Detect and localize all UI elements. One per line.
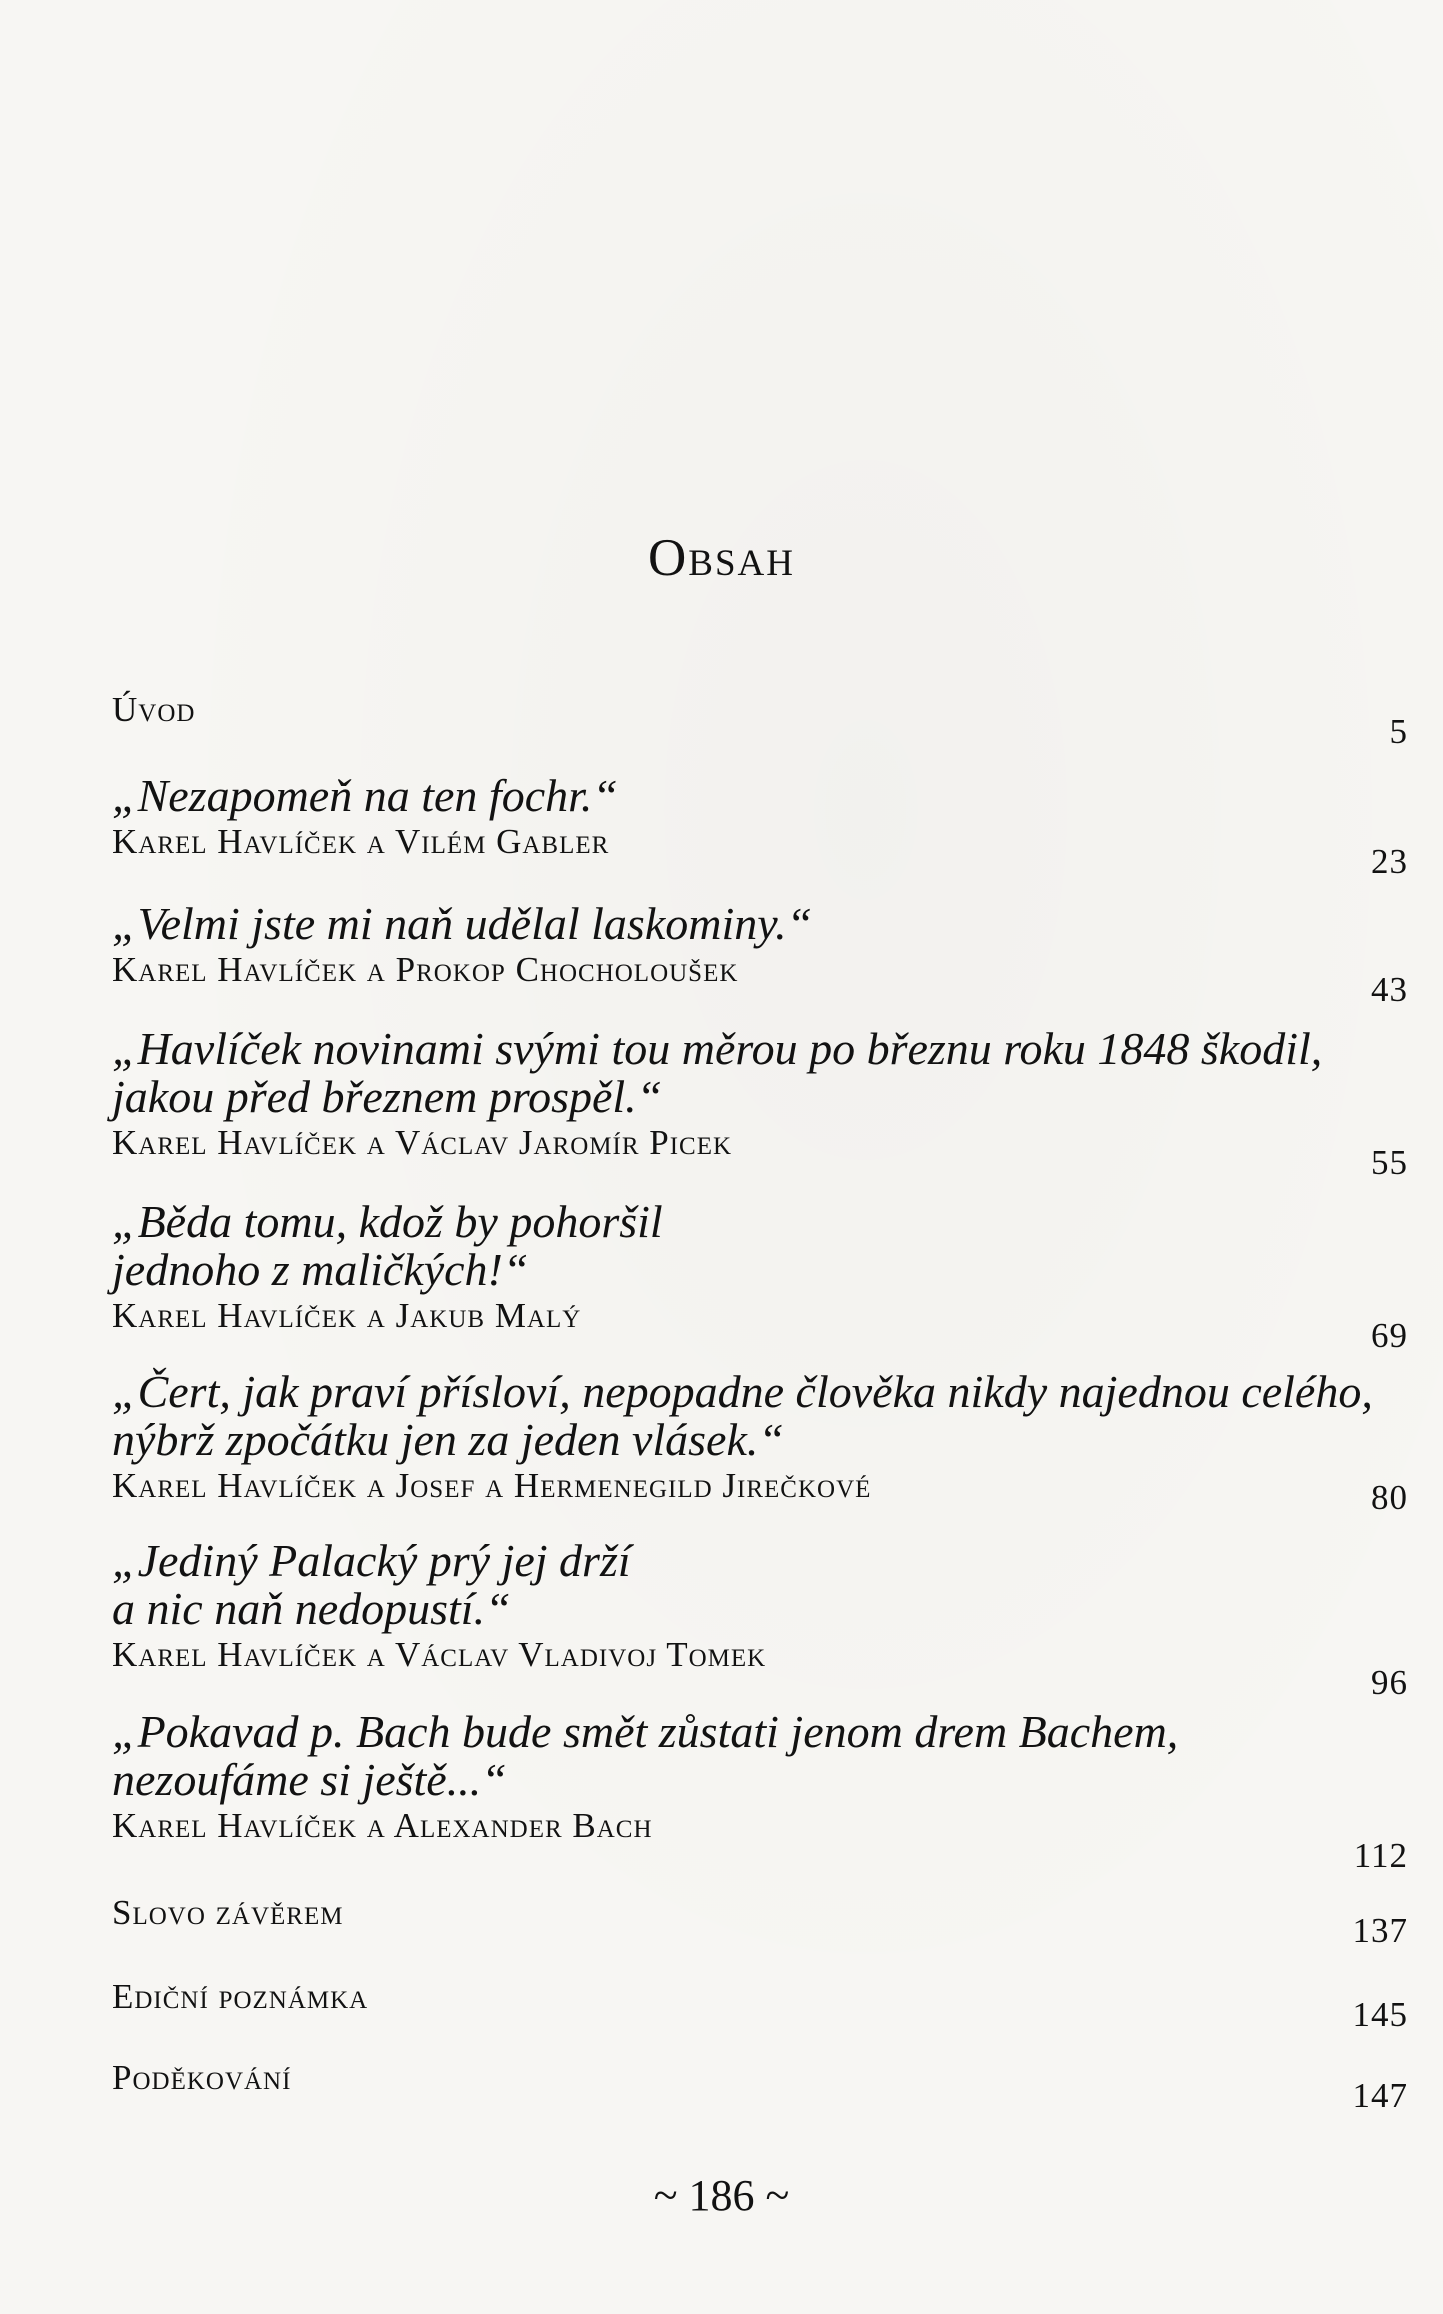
toc-quote: „Velmi jste mi naň udělal laskominy.“ bbox=[112, 898, 813, 949]
toc-author: Karel Havlíček a Vilém Gabler bbox=[112, 822, 610, 861]
toc-quote-line: „Pokavad p. Bach bude smět zůstati jenom drem Bachem, bbox=[112, 1706, 1179, 1757]
page-number-footer: ~ 186 ~ bbox=[653, 2171, 790, 2220]
toc-author: Karel Havlíček a Jakub Malý bbox=[112, 1296, 582, 1335]
toc-quote-line: „Čert, jak praví přísloví, nepopadne člověka nikdy najednou celého, bbox=[112, 1366, 1373, 1417]
toc-entry-maly[interactable] bbox=[112, 1196, 1408, 1355]
toc-section-title: Ediční poznámka bbox=[112, 1977, 369, 2016]
toc-quote-line: „Havlíček novinami svými tou měrou po březnu roku 1848 škodil, bbox=[112, 1023, 1323, 1074]
toc-quote: „Nezapomeň na ten fochr.“ bbox=[112, 770, 618, 821]
page-title: Obsah bbox=[648, 529, 795, 587]
toc-entry-gabler[interactable] bbox=[112, 770, 1408, 881]
toc-author: Karel Havlíček a Václav Jaromír Picek bbox=[112, 1123, 733, 1162]
toc-page-number: 137 bbox=[1352, 1911, 1408, 1950]
toc-page-number: 55 bbox=[1371, 1143, 1408, 1182]
toc-author: Karel Havlíček a Alexander Bach bbox=[112, 1806, 653, 1845]
toc-entry-chocholousek[interactable] bbox=[112, 898, 1408, 1009]
toc-entry-bach[interactable] bbox=[112, 1706, 1408, 1875]
toc-author: Karel Havlíček a Josef a Hermenegild Jirečkové bbox=[112, 1466, 872, 1505]
toc-entry-intro[interactable] bbox=[112, 690, 1408, 751]
toc-page-number: 96 bbox=[1371, 1663, 1408, 1702]
toc-entry-editorial-note[interactable] bbox=[112, 1977, 1408, 2034]
toc-quote-line: „Běda tomu, kdož by pohoršil bbox=[112, 1196, 663, 1247]
toc-entry-acknowledgements[interactable] bbox=[112, 2058, 1408, 2115]
toc-page-number: 5 bbox=[1389, 712, 1408, 751]
toc-page-number: 43 bbox=[1371, 970, 1408, 1009]
toc-quote-line: nýbrž zpočátku jen za jeden vlásek.“ bbox=[112, 1414, 784, 1465]
toc-quote-line: jednoho z maličkých!“ bbox=[112, 1244, 529, 1295]
toc-page-number: 112 bbox=[1353, 1836, 1408, 1875]
toc-entry-picek[interactable] bbox=[112, 1023, 1408, 1182]
toc-author: Karel Havlíček a Prokop Chocholoušek bbox=[112, 950, 739, 989]
toc-entry-jireckove[interactable] bbox=[112, 1366, 1408, 1517]
toc-page-number: 69 bbox=[1371, 1316, 1408, 1355]
toc-quote-line: nezoufáme si ještě...“ bbox=[112, 1754, 507, 1805]
toc-quote-line: jakou před březnem prospěl.“ bbox=[112, 1071, 663, 1122]
toc-page-number: 80 bbox=[1371, 1478, 1408, 1517]
toc-section-title: Slovo závěrem bbox=[112, 1893, 344, 1932]
toc-page-number: 23 bbox=[1371, 842, 1408, 881]
toc-section-title: Poděkování bbox=[112, 2058, 292, 2097]
toc-quote-line: a nic naň nedopustí.“ bbox=[112, 1583, 511, 1634]
toc-quote-line: „Jediný Palacký prý jej drží bbox=[112, 1535, 631, 1586]
toc-page-number: 147 bbox=[1352, 2076, 1408, 2115]
toc-author: Karel Havlíček a Václav Vladivoj Tomek bbox=[112, 1635, 767, 1674]
toc-page-number: 145 bbox=[1352, 1995, 1408, 2034]
toc-entry-conclusion[interactable] bbox=[112, 1893, 1408, 1950]
toc-entry-tomek[interactable] bbox=[112, 1535, 1408, 1702]
toc-section-title: Úvod bbox=[112, 690, 196, 729]
